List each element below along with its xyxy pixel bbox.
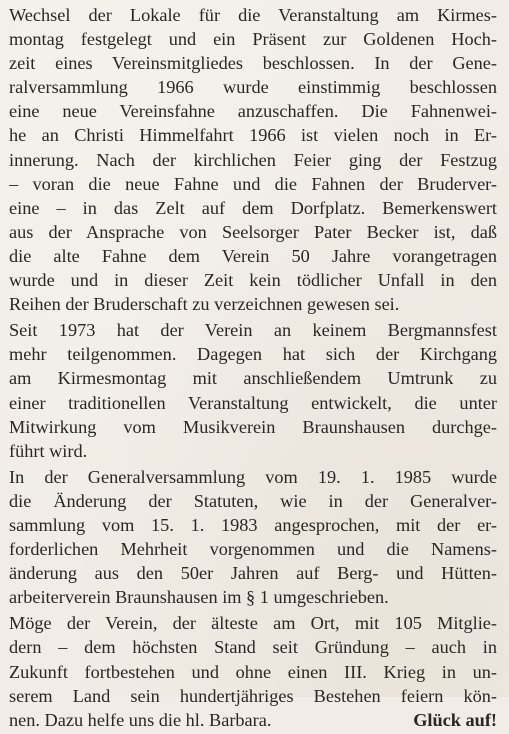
paragraph-2 — [9, 318, 497, 463]
text-line: eine – in das Zelt auf dem Dorfplatz. Bemerkenswert — [9, 197, 497, 218]
text-line: serem Land sein hundertjähriges Bestehen feiern kön- — [9, 685, 497, 706]
text-line: Mitwirkung vom Musikverein Braunshausen durchge- — [9, 416, 497, 437]
paragraph-3 — [9, 465, 497, 610]
text-line: Wechsel der Lokale für die Veranstaltung am Kirmes- — [9, 5, 497, 25]
text-line: In der Generalversammlung vom 19. 1. 1985 wurde — [9, 466, 497, 487]
text-line: Reihen der Bruderschaft zu verzeichnen gewesen sei. — [9, 294, 400, 315]
text-line: führt wird. — [9, 440, 88, 461]
text-line: arbeiterverein Braunshausen im § 1 umgeschrieben. — [9, 587, 389, 608]
text-line: eine neue Vereinsfahne anzuschaffen. Die Fahnenwei- — [9, 101, 497, 122]
text-line: innerung. Nach der kirchlichen Feier ging der Festzug — [9, 149, 497, 170]
text-line: he an Christi Himmelfahrt 1966 ist vielen noch in Er- — [9, 125, 497, 146]
text-line: Möge der Verein, der älteste am Ort, mit 105 Mitglie- — [9, 613, 497, 634]
text-line: einer traditionellen Veranstaltung entwickelt, die unter — [9, 392, 497, 413]
text-line: mehr teilgenommen. Dagegen hat sich der Kirchgang — [9, 344, 497, 365]
text-line: – voran die neue Fahne und die Fahnen der Bruderver- — [9, 173, 497, 194]
closing-line — [9, 708, 497, 732]
text-line: Zukunft fortbestehen und ohne einen III. Krieg in un- — [9, 661, 497, 682]
signoff: Glück auf! — [413, 709, 497, 730]
text-line: zeit eines Vereinsmitgliedes beschlossen. In der Gene- — [9, 53, 497, 74]
text-line: ralversammlung 1966 wurde einstimmig beschlossen — [9, 77, 497, 98]
text-line: sammlung vom 15. 1. 1983 angesprochen, mit der er- — [9, 514, 497, 535]
text-line: die Änderung der Statuten, wie in der Generalver- — [9, 490, 497, 511]
text-line: wurde und in dieser Zeit kein tödlicher Unfall in den — [9, 270, 497, 291]
text-line: forderlichen Mehrheit vorgenommen und die Namens- — [9, 539, 497, 560]
text-line: änderung aus den 50er Jahren auf Berg- und Hütten- — [9, 563, 497, 584]
paragraph-4 — [9, 611, 497, 731]
text-line: aus der Ansprache von Seelsorger Pater Becker ist, daß — [9, 221, 497, 242]
text-line: am Kirmesmontag mit anschließendem Umtrunk zu — [9, 368, 497, 389]
text-line: die alte Fahne dem Verein 50 Jahre vorangetragen — [9, 245, 497, 266]
paragraph-1 — [9, 3, 497, 316]
text-line: Seit 1973 hat der Verein an keinem Bergmannsfest — [9, 320, 497, 341]
closing-text: nen. Dazu helfe uns die hl. Barbara. — [9, 709, 272, 730]
text-line: montag festgelegt und ein Präsent zur Goldenen Hoch- — [9, 29, 497, 50]
text-line: dern – dem höchsten Stand seit Gründung – auch in — [9, 637, 497, 658]
article-text — [9, 3, 497, 734]
